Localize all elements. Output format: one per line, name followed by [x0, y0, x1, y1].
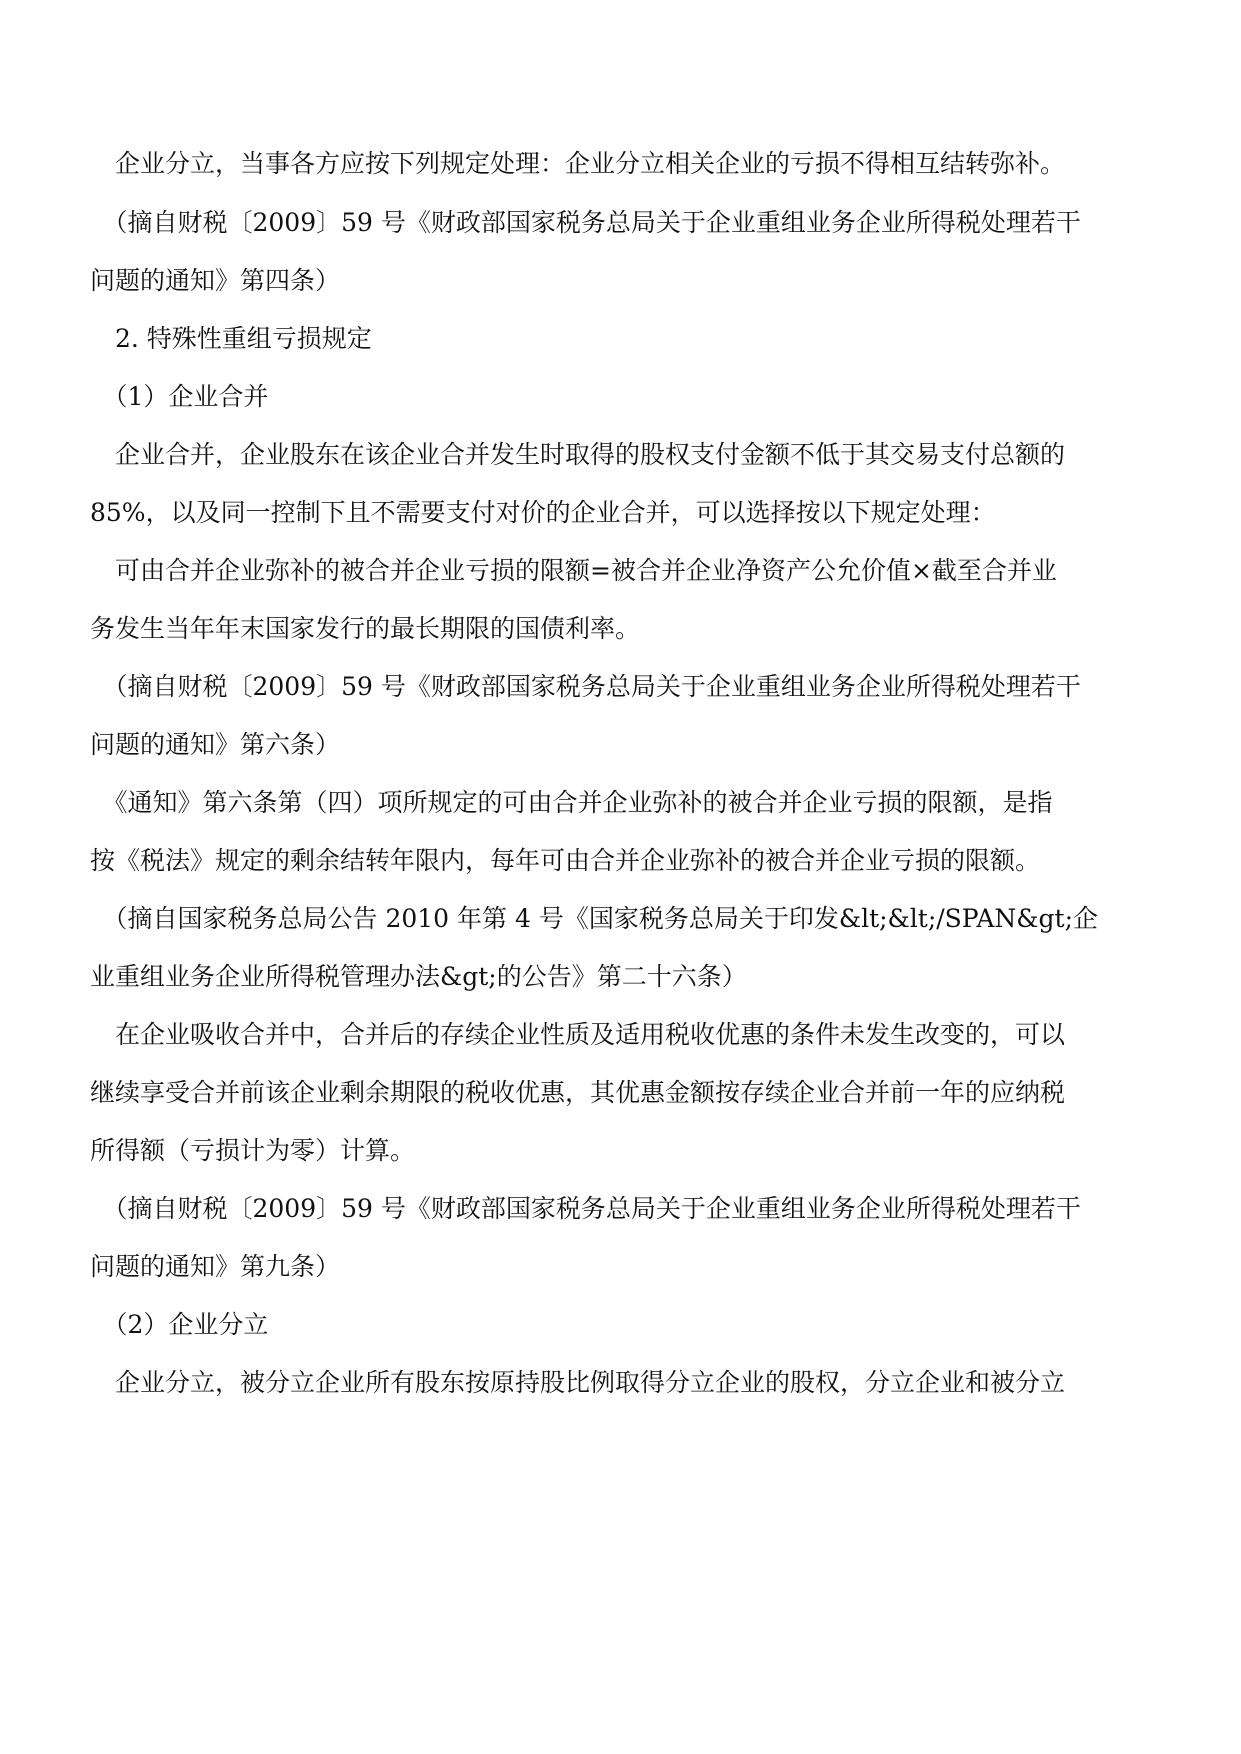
section-heading: 2. 特殊性重组亏损规定	[90, 324, 372, 353]
paragraph-line-16: 在企业吸收合并中，合并后的存续企业性质及适用税收优惠的条件未发生改变的，可以	[90, 1020, 1066, 1049]
subsection-heading-merger: （1）企业合并	[90, 382, 269, 411]
paragraph-line-7: 85%，以及同一控制下且不需要支付对价的企业合并，可以选择按以下规定处理：	[90, 498, 996, 527]
paragraph-line-18: 所得额（亏损计为零）计算。	[90, 1136, 416, 1165]
paragraph-line-20: 问题的通知》第九条）	[90, 1252, 341, 1281]
paragraph-line-11: 问题的通知》第六条）	[90, 730, 341, 759]
paragraph-line-17: 继续享受合并前该企业剩余期限的税收优惠，其优惠金额按存续企业合并前一年的应纳税	[90, 1078, 1066, 1107]
paragraph-line-2: （摘自财税〔2009〕59 号《财政部国家税务总局关于企业重组业务企业所得税处理若干	[90, 208, 1081, 237]
paragraph-line-12: 《通知》第六条第（四）项所规定的可由合并企业弥补的被合并企业亏损的限额，是指	[90, 788, 1053, 817]
paragraph-line-19: （摘自财税〔2009〕59 号《财政部国家税务总局关于企业重组业务企业所得税处理若干	[90, 1194, 1081, 1223]
paragraph-line-1: 企业分立，当事各方应按下列规定处理：企业分立相关企业的亏损不得相互结转弥补。	[90, 149, 1066, 178]
paragraph-line-8: 可由合并企业弥补的被合并企业亏损的限额=被合并企业净资产公允价值×截至合并业	[90, 556, 1057, 585]
paragraph-line-6: 企业合并，企业股东在该企业合并发生时取得的股权支付金额不低于其交易支付总额的	[90, 440, 1066, 469]
paragraph-line-15: 业重组业务企业所得税管理办法&gt;的公告》第二十六条）	[90, 962, 747, 991]
paragraph-line-13: 按《税法》规定的剩余结转年限内，每年可由合并企业弥补的被合并企业亏损的限额。	[90, 846, 1041, 875]
paragraph-line-22: 企业分立，被分立企业所有股东按原持股比例取得分立企业的股权，分立企业和被分立	[90, 1368, 1066, 1397]
paragraph-line-10: （摘自财税〔2009〕59 号《财政部国家税务总局关于企业重组业务企业所得税处理若干	[90, 672, 1081, 701]
paragraph-line-3: 问题的通知》第四条）	[90, 266, 341, 295]
paragraph-line-14: （摘自国家税务总局公告 2010 年第 4 号《国家税务总局关于印发&lt;&lt;/SPAN&gt;企	[90, 904, 1098, 933]
subsection-heading-division: （2）企业分立	[90, 1310, 269, 1339]
paragraph-line-9: 务发生当年年末国家发行的最长期限的国债利率。	[90, 614, 641, 643]
